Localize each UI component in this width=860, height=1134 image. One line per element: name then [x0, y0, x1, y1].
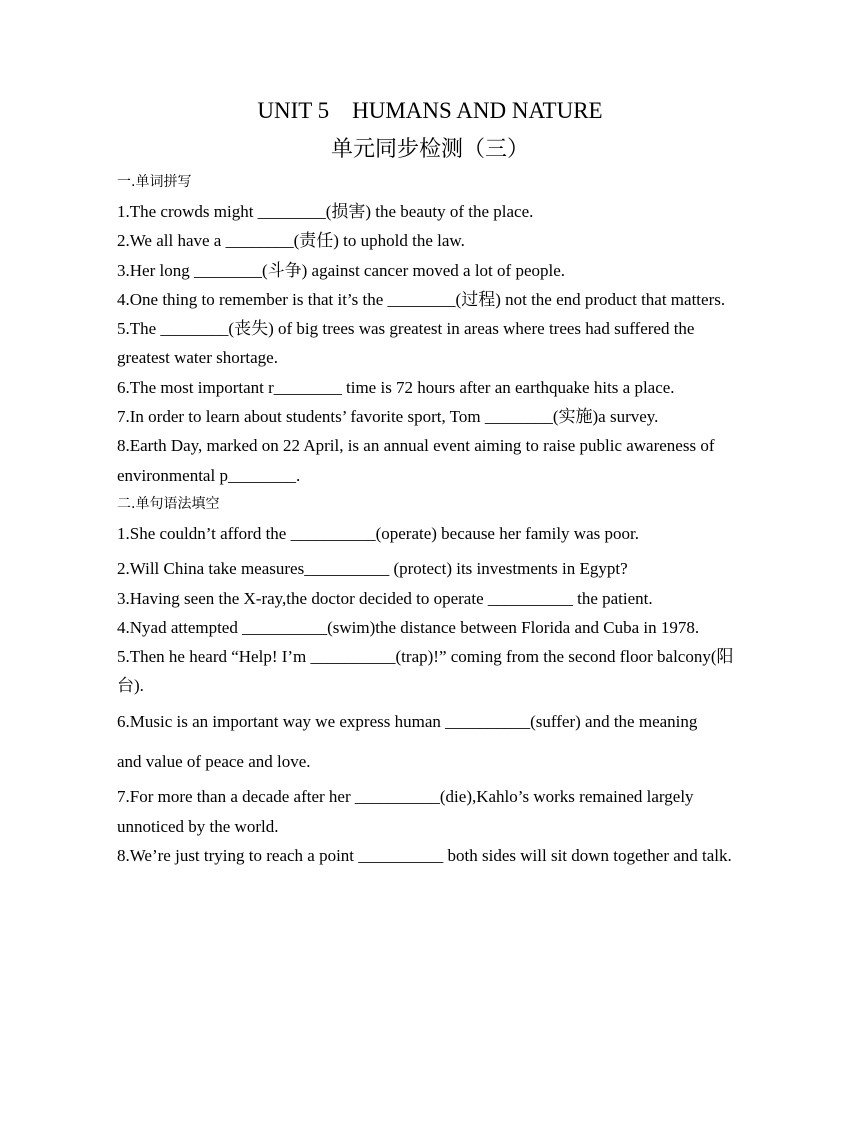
question-2-5: 5.Then he heard “Help! I’m __________(trap)!” coming from the second floor balcony(阳台). — [117, 647, 734, 696]
question-2-1: 1.She couldn’t afford the __________(operate) because her family was poor. — [117, 523, 639, 543]
question-1-2: 2.We all have a ________(责任) to uphold the law. — [117, 231, 465, 251]
question-1-7: 7.In order to learn about students’ favorite sport, Tom ________(实施)a survey. — [117, 407, 659, 427]
question-1-5: 5.The ________(丧失) of big trees was greatest in areas where trees had suffered the greatest water shortage. — [117, 319, 695, 368]
question-2-7: 7.For more than a decade after her __________(die),Kahlo’s works remained largely unnoticed by the world. — [117, 787, 694, 836]
question-1-4: 4.One thing to remember is that it’s the ________(过程) not the end product that matters. — [117, 289, 726, 309]
question-1-3: 3.Her long ________(斗争) against cancer moved a lot of people. — [117, 260, 566, 280]
question-1-6: 6.The most important r________ time is 72 hours after an earthquake hits a place. — [117, 377, 675, 397]
question-2-6: 6.Music is an important way we express human __________(suffer) and the meaning — [117, 711, 698, 731]
question-2-3: 3.Having seen the X-ray,the doctor decided to operate __________ the patient. — [117, 588, 653, 608]
question-2-8: 8.We’re just trying to reach a point __________ both sides will sit down together and talk. — [117, 845, 732, 865]
document-body — [117, 168, 747, 870]
section-heading-spelling: 一.单词拼写 — [117, 174, 192, 190]
test-title: 单元同步检测（三） — [330, 137, 529, 162]
question-2-4: 4.Nyad attempted __________(swim)the distance between Florida and Cuba in 1978. — [117, 617, 700, 637]
question-2-2: 2.Will China take measures__________ (protect) its investments in Egypt? — [117, 559, 628, 579]
question-2-6-continued: and value of peace and love. — [117, 752, 311, 772]
question-1-1: 1.The crowds might ________(损害) the beauty of the place. — [117, 202, 534, 221]
unit-title: UNIT 5 HUMANS AND NATURE — [257, 98, 603, 123]
section-heading-grammar: 二.单句语法填空 — [117, 495, 220, 512]
question-1-8: 8.Earth Day, marked on 22 April, is an annual event aiming to raise public awareness of environmental p________. — [117, 436, 715, 485]
